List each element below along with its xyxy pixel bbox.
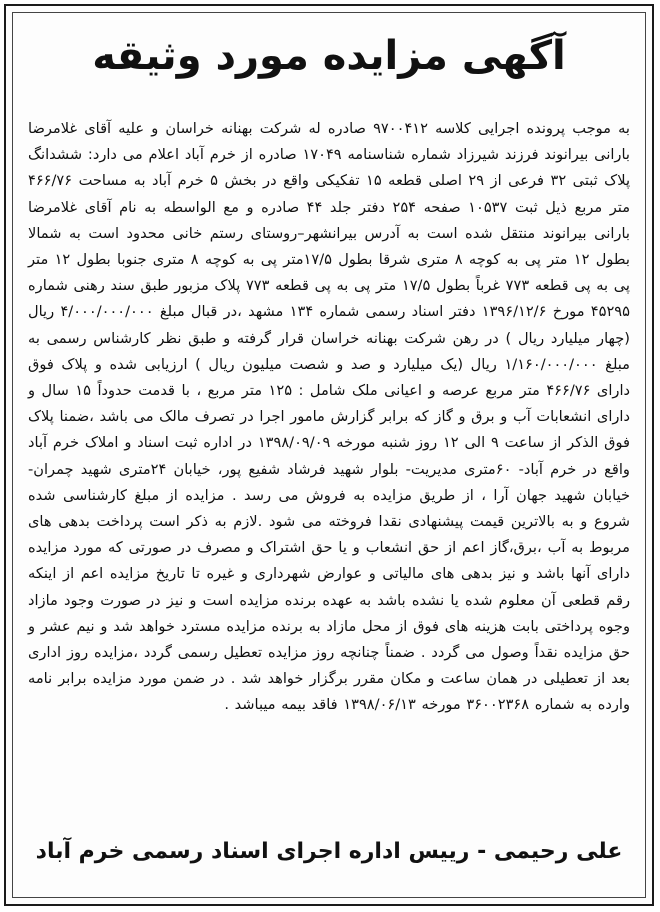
- notice-body: به موجب پرونده اجرایی کلاسه ۹۷۰۰۴۱۲ صادره له شرکت بهنانه خراسان و علیه آقای غلامرضا بارانی بیرانوند فرزند شیرزاد شماره شناسنامه ۱۷۰۴۹ صادره از خرم آباد اعلام می دارد: ششدانگ پلاک ثبتی ۳۲ فرعی از ۲۹ اصلی قطعه ۱۵ تفکیکی واقع در بخش ۵ خرم آباد به مساحت ۴۶۶/۷۶ متر مربع ذیل ثبت ۱۰۵۳۷ صفحه ۲۵۴ دفتر جلد ۴۴ صادره و مع الواسطه به نام آقای غلامرضا بارانی بیرانوند منتقل شده است به آدرس بیرانشهر–روستای رستم خانی محدود است به شمالا بطول ۱۲ متر پی به کوچه ۸ متری شرقا بطول ۱۷/۵متر پی به کوچه ۸ متری جنوبا بطول ۱۲ متر پی به پی قطعه ۷۷۳ غرباً بطول ۱۷/۵ متر پی به پی قطعه ۷۷۳ پلاک مزبور طبق سند رهنی شماره ۴۵۲۹۵ مورخ ۱۳۹۶/۱۲/۶ دفتر اسناد رسمی شماره ۱۳۴ مشهد ،در قبال مبلغ ۴/۰۰۰/۰۰۰/۰۰۰ ریال (چهار میلیارد ریال ) در رهن شرکت بهنانه خراسان قرار گرفته و طبق نظر کارشناس رسمی به مبلغ ۱/۱۶۰/۰۰۰/۰۰۰ ریال (یک میلیارد و صد و شصت میلیون ریال ) ارزیابی شده و پلاک فوق دارای ۴۶۶/۷۶ متر مربع عرصه و اعیانی ملک شامل : ۱۲۵ متر مربع ، با قدمت حدوداً ۱۵ سال و دارای انشعابات آب و برق و گاز که برابر گزارش مامور اجرا در تصرف مالک می باشد ،ضمنا پلاک فوق الذکر از ساعت ۹ الی ۱۲ روز شنبه مورخه ۱۳۹۸/۰۹/۰۹ در اداره ثبت اسناد و املاک خرم آباد واقع در خرم آباد- ۶۰متری مدیریت- بلوار شهید فرشاد شفیع پور، خیابان ۲۴متری شهید چمران- خیابان شهید جهان آرا ، از طریق مزایده به فروش می رسد . مزایده از مبلغ کارشناسی شده شروع و به بالاترین قیمت پیشنهادی نقدا فروخته می شود .لازم به ذکر است پرداخت بدهی های مربوط به آب ،برق،گاز اعم از حق انشعاب و یا حق اشتراک و مصرف در صورتی که مورد مزایده دارای آنها باشد و نیز بدهی های مالیاتی و عوارض شهرداری و غیره تا تاریخ مزایده اعم از اینکه رقم قطعی آن معلوم شده یا نشده باشد به عهده برنده مزایده است و نیز در صورت وجود مازاد وجوه پرداختی بابت هزینه های فوق از محل مازاد به برنده مزایده مسترد خواهد شد و نیم عشر و حق مزایده نقداً وصول می گردد . ضمناً چنانچه روز مزایده تعطیل رسمی گردد ،مزایده روز اداری بعد از تعطیلی در همان ساعت و مکان مقرر برگزار خواهد شد . در ضمن مورد مزایده برابر نامه وارده به شماره ۳۶۰۰۲۳۶۸ مورخه ۱۳۹۸/۰۶/۱۳ فاقد بیمه میباشد .: [28, 120, 631, 714]
- notice-title: آگهی مزایده مورد وثیقه: [92, 33, 566, 79]
- notice-frame: [4, 4, 654, 906]
- notice-signature: علی رحیمی - رییس اداره اجرای اسناد رسمی خرم آباد: [35, 839, 623, 864]
